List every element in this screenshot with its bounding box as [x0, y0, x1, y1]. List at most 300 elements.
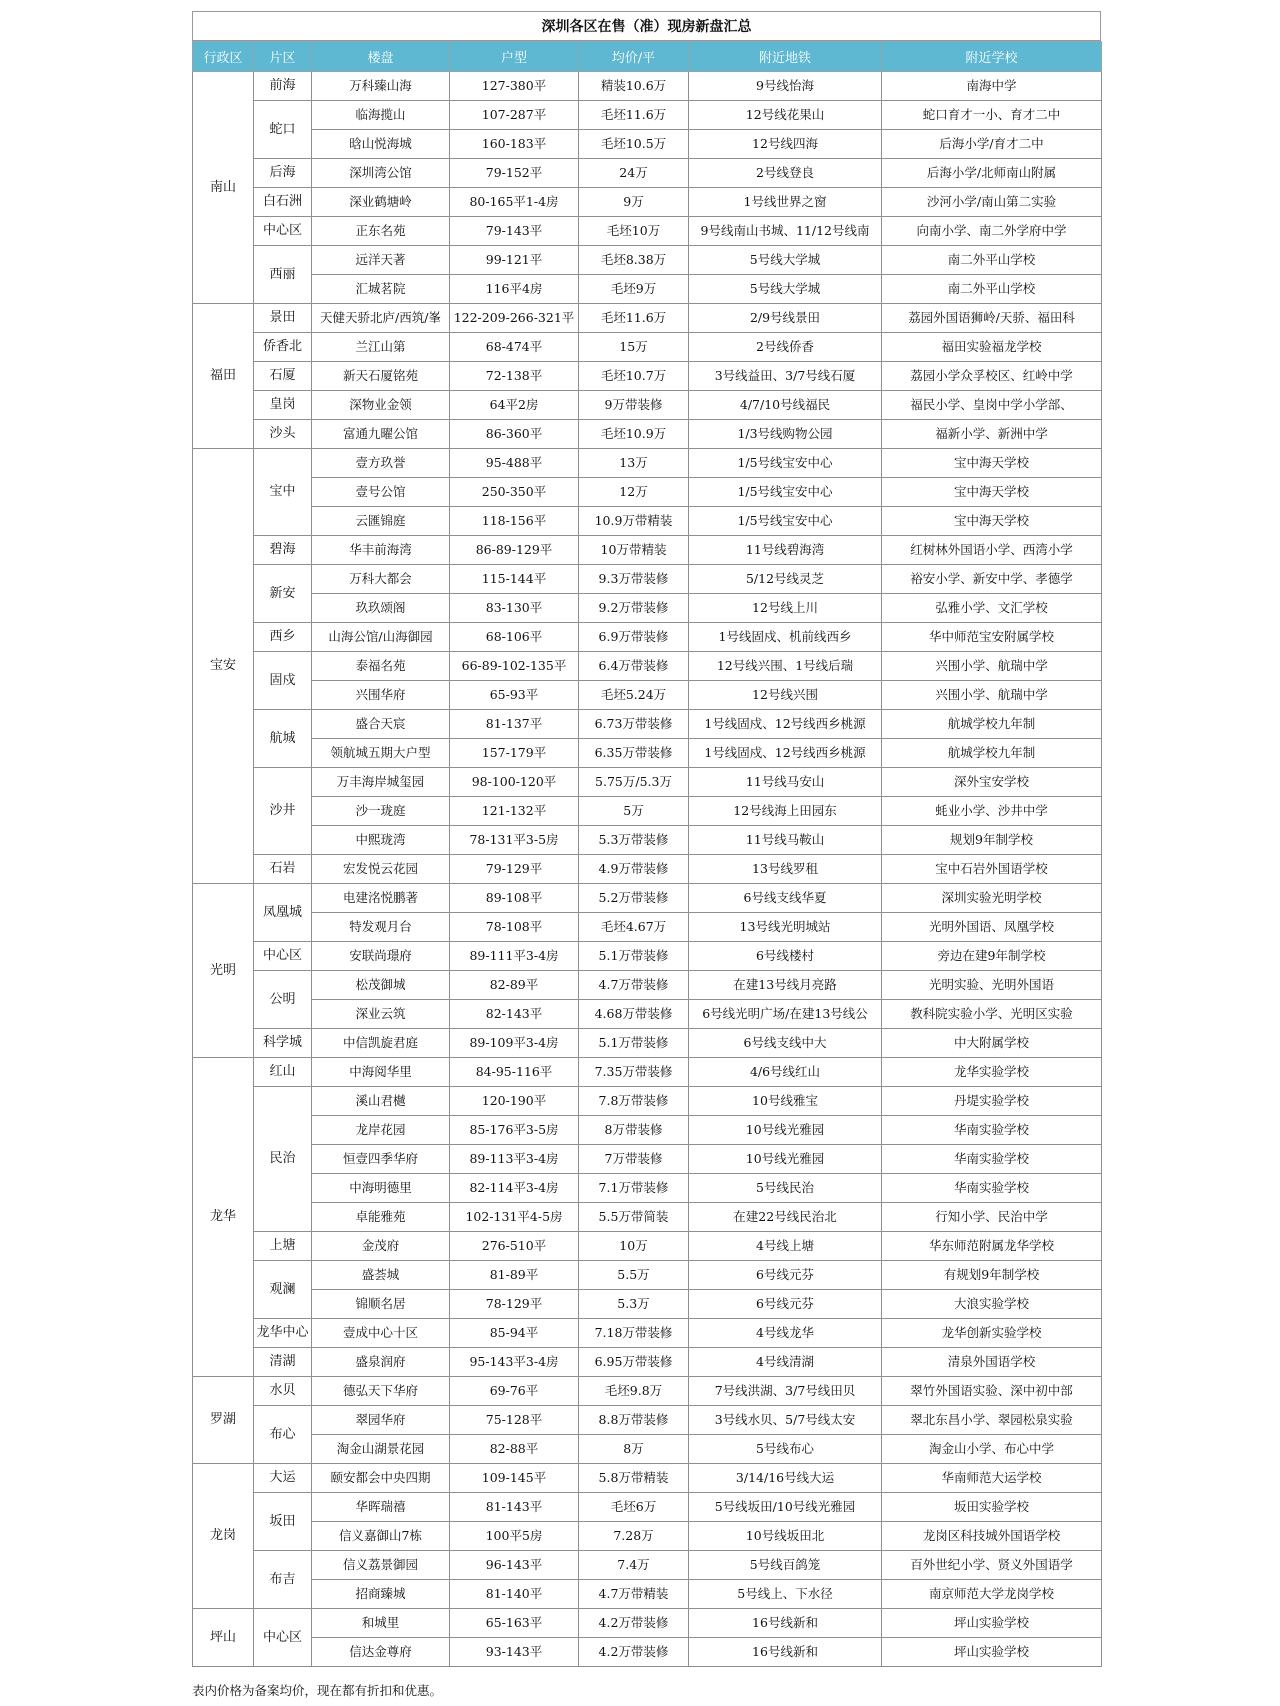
school-cell: 坪山实验学校	[882, 1638, 1102, 1667]
school-cell: 龙华创新实验学校	[882, 1319, 1102, 1348]
metro-cell: 1号线世界之窗	[689, 188, 882, 217]
header-school: 附近学校	[882, 42, 1102, 72]
table-row	[193, 652, 1102, 681]
table-row	[193, 797, 1102, 826]
price-cell: 8万带装修	[579, 1116, 689, 1145]
price-cell: 5.1万带装修	[579, 942, 689, 971]
table-row	[193, 1580, 1102, 1609]
layout-cell: 157-179平	[450, 739, 579, 768]
table-row	[193, 1348, 1102, 1377]
layout-cell: 82-89平	[450, 971, 579, 1000]
district-cell: 宝安	[193, 449, 254, 884]
price-cell: 5.3万	[579, 1290, 689, 1319]
price-cell: 5.2万带装修	[579, 884, 689, 913]
price-cell: 毛坯8.38万	[579, 246, 689, 275]
area-cell: 碧海	[254, 536, 312, 565]
school-cell: 南海中学	[882, 72, 1102, 101]
price-cell: 6.35万带装修	[579, 739, 689, 768]
price-cell: 4.2万带装修	[579, 1638, 689, 1667]
layout-cell: 75-128平	[450, 1406, 579, 1435]
school-cell: 南京师范大学龙岗学校	[882, 1580, 1102, 1609]
table-row	[193, 623, 1102, 652]
school-cell: 百外世纪小学、贤义外国语学	[882, 1551, 1102, 1580]
project-cell: 深业云筑	[312, 1000, 450, 1029]
project-cell: 德弘天下华府	[312, 1377, 450, 1406]
school-cell: 大浪实验学校	[882, 1290, 1102, 1319]
metro-cell: 1号线固戍、12号线西乡桃源	[689, 710, 882, 739]
area-cell: 民治	[254, 1087, 312, 1232]
school-cell: 兴围小学、航瑞中学	[882, 681, 1102, 710]
project-cell: 中海明德里	[312, 1174, 450, 1203]
table-row	[193, 913, 1102, 942]
layout-cell: 89-113平3-4房	[450, 1145, 579, 1174]
price-cell: 9万带装修	[579, 391, 689, 420]
project-cell: 泰福名苑	[312, 652, 450, 681]
project-cell: 溪山君樾	[312, 1087, 450, 1116]
project-cell: 华丰前海湾	[312, 536, 450, 565]
layout-cell: 93-143平	[450, 1638, 579, 1667]
school-cell: 宝中石岩外国语学校	[882, 855, 1102, 884]
header-project: 楼盘	[312, 42, 450, 72]
metro-cell: 3号线益田、3/7号线石厦	[689, 362, 882, 391]
metro-cell: 5/12号线灵芝	[689, 565, 882, 594]
school-cell: 后海小学/北师南山附属	[882, 159, 1102, 188]
price-cell: 5.8万带精装	[579, 1464, 689, 1493]
table-row	[193, 478, 1102, 507]
area-cell: 布吉	[254, 1551, 312, 1609]
layout-cell: 79-129平	[450, 855, 579, 884]
metro-cell: 1/5号线宝安中心	[689, 507, 882, 536]
metro-cell: 16号线新和	[689, 1609, 882, 1638]
table-row	[193, 362, 1102, 391]
school-cell: 福民小学、皇岗中学小学部、	[882, 391, 1102, 420]
price-cell: 8.8万带装修	[579, 1406, 689, 1435]
school-cell: 淘金山小学、布心中学	[882, 1435, 1102, 1464]
layout-cell: 102-131平4-5房	[450, 1203, 579, 1232]
price-cell: 7.1万带装修	[579, 1174, 689, 1203]
project-cell: 山海公馆/山海御园	[312, 623, 450, 652]
table-row	[193, 507, 1102, 536]
metro-cell: 5号线上、下水径	[689, 1580, 882, 1609]
table-row	[193, 1435, 1102, 1464]
table-row	[193, 739, 1102, 768]
price-cell: 6.95万带装修	[579, 1348, 689, 1377]
school-cell: 光明外国语、凤凰学校	[882, 913, 1102, 942]
layout-cell: 99-121平	[450, 246, 579, 275]
area-cell: 水贝	[254, 1377, 312, 1406]
table-row	[193, 1406, 1102, 1435]
layout-cell: 68-106平	[450, 623, 579, 652]
table-row	[193, 884, 1102, 913]
project-cell: 盛泉润府	[312, 1348, 450, 1377]
school-cell: 弘雅小学、文汇学校	[882, 594, 1102, 623]
layout-cell: 82-88平	[450, 1435, 579, 1464]
metro-cell: 16号线新和	[689, 1638, 882, 1667]
price-cell: 毛坯10.7万	[579, 362, 689, 391]
metro-cell: 12号线花果山	[689, 101, 882, 130]
layout-cell: 96-143平	[450, 1551, 579, 1580]
school-cell: 华东师范附属龙华学校	[882, 1232, 1102, 1261]
metro-cell: 11号线碧海湾	[689, 536, 882, 565]
table-row	[193, 855, 1102, 884]
layout-cell: 79-152平	[450, 159, 579, 188]
school-cell: 有规划9年制学校	[882, 1261, 1102, 1290]
metro-cell: 6号线楼村	[689, 942, 882, 971]
table-row	[193, 1058, 1102, 1087]
school-cell: 兴围小学、航瑞中学	[882, 652, 1102, 681]
layout-cell: 127-380平	[450, 72, 579, 101]
metro-cell: 12号线海上田园东	[689, 797, 882, 826]
project-cell: 万科臻山海	[312, 72, 450, 101]
price-cell: 6.4万带装修	[579, 652, 689, 681]
price-cell: 毛坯9.8万	[579, 1377, 689, 1406]
layout-cell: 72-138平	[450, 362, 579, 391]
school-cell: 宝中海天学校	[882, 449, 1102, 478]
school-cell: 航城学校九年制	[882, 710, 1102, 739]
metro-cell: 在建13号线月亮路	[689, 971, 882, 1000]
layout-cell: 98-100-120平	[450, 768, 579, 797]
table-row	[193, 1638, 1102, 1667]
layout-cell: 78-108平	[450, 913, 579, 942]
table-row	[193, 536, 1102, 565]
metro-cell: 1/5号线宝安中心	[689, 449, 882, 478]
layout-cell: 82-114平3-4房	[450, 1174, 579, 1203]
metro-cell: 1号线固戍、机前线西乡	[689, 623, 882, 652]
layout-cell: 65-93平	[450, 681, 579, 710]
school-cell: 蚝业小学、沙井中学	[882, 797, 1102, 826]
school-cell: 龙岗区科技城外国语学校	[882, 1522, 1102, 1551]
price-cell: 15万	[579, 333, 689, 362]
school-cell: 华南实验学校	[882, 1174, 1102, 1203]
metro-cell: 6号线元芬	[689, 1290, 882, 1319]
metro-cell: 9号线南山书城、11/12号线南	[689, 217, 882, 246]
area-cell: 中心区	[254, 942, 312, 971]
layout-cell: 78-131平3-5房	[450, 826, 579, 855]
header-price: 均价/平	[579, 42, 689, 72]
price-cell: 毛坯9万	[579, 275, 689, 304]
metro-cell: 11号线马鞍山	[689, 826, 882, 855]
metro-cell: 5号线民治	[689, 1174, 882, 1203]
district-cell: 坪山	[193, 1609, 254, 1667]
layout-cell: 160-183平	[450, 130, 579, 159]
area-cell: 沙头	[254, 420, 312, 449]
school-cell: 翠北东昌小学、翠园松泉实验	[882, 1406, 1102, 1435]
table-row	[193, 275, 1102, 304]
area-cell: 西丽	[254, 246, 312, 304]
price-cell: 7万带装修	[579, 1145, 689, 1174]
metro-cell: 5号线坂田/10号线光雅园	[689, 1493, 882, 1522]
table-row	[193, 681, 1102, 710]
metro-cell: 5号线百鸽笼	[689, 1551, 882, 1580]
table-row	[193, 159, 1102, 188]
project-cell: 龙岸花园	[312, 1116, 450, 1145]
metro-cell: 5号线布心	[689, 1435, 882, 1464]
table-row	[193, 1609, 1102, 1638]
table-row	[193, 391, 1102, 420]
metro-cell: 3/14/16号线大运	[689, 1464, 882, 1493]
price-cell: 7.18万带装修	[579, 1319, 689, 1348]
project-cell: 临海揽山	[312, 101, 450, 130]
price-cell: 4.68万带装修	[579, 1000, 689, 1029]
project-cell: 信达金尊府	[312, 1638, 450, 1667]
school-cell: 福新小学、新洲中学	[882, 420, 1102, 449]
area-cell: 景田	[254, 304, 312, 333]
metro-cell: 2/9号线景田	[689, 304, 882, 333]
table-row	[193, 1145, 1102, 1174]
price-cell: 5.3万带装修	[579, 826, 689, 855]
metro-cell: 10号线光雅园	[689, 1116, 882, 1145]
layout-cell: 83-130平	[450, 594, 579, 623]
table-row	[193, 101, 1102, 130]
table-row	[193, 942, 1102, 971]
layout-cell: 115-144平	[450, 565, 579, 594]
layout-cell: 84-95-116平	[450, 1058, 579, 1087]
table-row	[193, 971, 1102, 1000]
price-cell: 4.2万带装修	[579, 1609, 689, 1638]
layout-cell: 69-76平	[450, 1377, 579, 1406]
price-cell: 6.73万带装修	[579, 710, 689, 739]
area-cell: 皇岗	[254, 391, 312, 420]
district-cell: 南山	[193, 72, 254, 304]
price-cell: 10万	[579, 1232, 689, 1261]
table-row	[193, 1232, 1102, 1261]
school-cell: 宝中海天学校	[882, 507, 1102, 536]
area-cell: 新安	[254, 565, 312, 623]
project-cell: 华晖瑞禧	[312, 1493, 450, 1522]
school-cell: 光明实验、光明外国语	[882, 971, 1102, 1000]
metro-cell: 9号线怡海	[689, 72, 882, 101]
school-cell: 裕安小学、新安中学、孝德学	[882, 565, 1102, 594]
project-cell: 中海阅华里	[312, 1058, 450, 1087]
project-cell: 信义荔景御园	[312, 1551, 450, 1580]
layout-cell: 276-510平	[450, 1232, 579, 1261]
table-row	[193, 1000, 1102, 1029]
layout-cell: 65-163平	[450, 1609, 579, 1638]
layout-cell: 86-360平	[450, 420, 579, 449]
project-cell: 锦顺名居	[312, 1290, 450, 1319]
price-cell: 5.5万带简装	[579, 1203, 689, 1232]
project-cell: 万科大都会	[312, 565, 450, 594]
price-cell: 10万带精装	[579, 536, 689, 565]
header-layout: 户型	[450, 42, 579, 72]
area-cell: 红山	[254, 1058, 312, 1087]
price-cell: 5.75万/5.3万	[579, 768, 689, 797]
school-cell: 中大附属学校	[882, 1029, 1102, 1058]
table-row	[193, 246, 1102, 275]
area-cell: 蛇口	[254, 101, 312, 159]
project-cell: 金茂府	[312, 1232, 450, 1261]
project-cell: 盛荟城	[312, 1261, 450, 1290]
layout-cell: 100平5房	[450, 1522, 579, 1551]
price-cell: 7.8万带装修	[579, 1087, 689, 1116]
metro-cell: 1/3号线购物公园	[689, 420, 882, 449]
table-row	[193, 594, 1102, 623]
layout-cell: 85-176平3-5房	[450, 1116, 579, 1145]
table-body	[193, 72, 1102, 1667]
school-cell: 翠竹外国语实验、深中初中部	[882, 1377, 1102, 1406]
area-cell: 科学城	[254, 1029, 312, 1058]
project-cell: 盛合天宸	[312, 710, 450, 739]
price-cell: 7.4万	[579, 1551, 689, 1580]
metro-cell: 4/6号线红山	[689, 1058, 882, 1087]
price-cell: 5.1万带装修	[579, 1029, 689, 1058]
school-cell: 沙河小学/南山第二实验	[882, 188, 1102, 217]
price-note: 表内价格为备案均价，现在都有折扣和优惠。	[192, 1683, 443, 1698]
price-cell: 4.9万带装修	[579, 855, 689, 884]
school-cell: 南二外平山学校	[882, 246, 1102, 275]
table-row	[193, 188, 1102, 217]
price-cell: 13万	[579, 449, 689, 478]
metro-cell: 6号线支线华夏	[689, 884, 882, 913]
school-cell: 丹堤实验学校	[882, 1087, 1102, 1116]
project-cell: 正东名苑	[312, 217, 450, 246]
school-cell: 坂田实验学校	[882, 1493, 1102, 1522]
project-cell: 汇城茗院	[312, 275, 450, 304]
table-row	[193, 710, 1102, 739]
area-cell: 固戍	[254, 652, 312, 710]
table-row	[193, 1116, 1102, 1145]
price-cell: 7.35万带装修	[579, 1058, 689, 1087]
table-row	[193, 130, 1102, 159]
project-cell: 深物业金领	[312, 391, 450, 420]
area-cell: 公明	[254, 971, 312, 1029]
project-cell: 恒壹四季华府	[312, 1145, 450, 1174]
area-cell: 沙井	[254, 768, 312, 855]
table-row	[193, 217, 1102, 246]
project-cell: 宏发悦云花园	[312, 855, 450, 884]
project-cell: 安联尚璟府	[312, 942, 450, 971]
metro-cell: 12号线上川	[689, 594, 882, 623]
project-cell: 新天石厦铭苑	[312, 362, 450, 391]
price-cell: 毛坯5.24万	[579, 681, 689, 710]
project-cell: 天健天骄北庐/西筑/峯	[312, 304, 450, 333]
school-cell: 向南小学、南二外学府中学	[882, 217, 1102, 246]
school-cell: 福田实验福龙学校	[882, 333, 1102, 362]
school-cell: 清泉外国语学校	[882, 1348, 1102, 1377]
price-cell: 毛坯11.6万	[579, 101, 689, 130]
price-cell: 9.3万带装修	[579, 565, 689, 594]
layout-cell: 89-108平	[450, 884, 579, 913]
project-cell: 翠园华府	[312, 1406, 450, 1435]
table-row	[193, 1493, 1102, 1522]
layout-cell: 79-143平	[450, 217, 579, 246]
price-cell: 6.9万带装修	[579, 623, 689, 652]
area-cell: 清湖	[254, 1348, 312, 1377]
school-cell: 深圳实验光明学校	[882, 884, 1102, 913]
table-row	[193, 1290, 1102, 1319]
metro-cell: 10号线坂田北	[689, 1522, 882, 1551]
project-cell: 深业鹤塘岭	[312, 188, 450, 217]
metro-cell: 6号线元芬	[689, 1261, 882, 1290]
table-row	[193, 333, 1102, 362]
price-cell: 9万	[579, 188, 689, 217]
layout-cell: 89-111平3-4房	[450, 942, 579, 971]
area-cell: 凤凰城	[254, 884, 312, 942]
metro-cell: 2号线登良	[689, 159, 882, 188]
area-cell: 中心区	[254, 1609, 312, 1667]
table-row	[193, 304, 1102, 333]
table-row	[193, 1029, 1102, 1058]
header-area: 片区	[254, 42, 312, 72]
school-cell: 行知小学、民治中学	[882, 1203, 1102, 1232]
metro-cell: 4号线上塘	[689, 1232, 882, 1261]
layout-cell: 64平2房	[450, 391, 579, 420]
layout-cell: 81-137平	[450, 710, 579, 739]
price-cell: 毛坯10.5万	[579, 130, 689, 159]
school-cell: 华中师范宝安附属学校	[882, 623, 1102, 652]
area-cell: 白石洲	[254, 188, 312, 217]
project-cell: 和城里	[312, 1609, 450, 1638]
table-row	[193, 420, 1102, 449]
layout-cell: 85-94平	[450, 1319, 579, 1348]
project-cell: 招商臻城	[312, 1580, 450, 1609]
layout-cell: 81-89平	[450, 1261, 579, 1290]
layout-cell: 80-165平1-4房	[450, 188, 579, 217]
table-row	[193, 72, 1102, 101]
metro-cell: 12号线兴围、1号线后瑞	[689, 652, 882, 681]
layout-cell: 250-350平	[450, 478, 579, 507]
area-cell: 西乡	[254, 623, 312, 652]
project-cell: 领航城五期大户型	[312, 739, 450, 768]
school-cell: 深外宝安学校	[882, 768, 1102, 797]
project-cell: 晗山悦海城	[312, 130, 450, 159]
project-cell: 卓能雅苑	[312, 1203, 450, 1232]
district-cell: 罗湖	[193, 1377, 254, 1464]
project-cell: 壹方玖誉	[312, 449, 450, 478]
layout-cell: 118-156平	[450, 507, 579, 536]
school-cell: 宝中海天学校	[882, 478, 1102, 507]
listing-table	[192, 41, 1102, 1667]
project-cell: 壹成中心十区	[312, 1319, 450, 1348]
metro-cell: 5号线大学城	[689, 275, 882, 304]
project-cell: 富通九曜公馆	[312, 420, 450, 449]
school-cell: 后海小学/育才二中	[882, 130, 1102, 159]
layout-cell: 86-89-129平	[450, 536, 579, 565]
layout-cell: 81-143平	[450, 1493, 579, 1522]
district-cell: 龙岗	[193, 1464, 254, 1609]
price-cell: 5万	[579, 797, 689, 826]
project-cell: 沙一珑庭	[312, 797, 450, 826]
area-cell: 航城	[254, 710, 312, 768]
sheet-title: 深圳各区在售（准）现房新盘汇总	[192, 11, 1101, 41]
school-cell: 蛇口育才一小、育才二中	[882, 101, 1102, 130]
table-row	[193, 565, 1102, 594]
metro-cell: 3号线水贝、5/7号线太安	[689, 1406, 882, 1435]
area-cell: 龙华中心	[254, 1319, 312, 1348]
price-cell: 毛坯10.9万	[579, 420, 689, 449]
layout-cell: 82-143平	[450, 1000, 579, 1029]
area-cell: 坂田	[254, 1493, 312, 1551]
project-cell: 远洋天著	[312, 246, 450, 275]
price-cell: 12万	[579, 478, 689, 507]
area-cell: 后海	[254, 159, 312, 188]
table-row	[193, 1203, 1102, 1232]
metro-cell: 10号线雅宝	[689, 1087, 882, 1116]
layout-cell: 120-190平	[450, 1087, 579, 1116]
price-cell: 7.28万	[579, 1522, 689, 1551]
table-row	[193, 768, 1102, 797]
metro-cell: 在建22号线民治北	[689, 1203, 882, 1232]
layout-cell: 78-129平	[450, 1290, 579, 1319]
table-row	[193, 1377, 1102, 1406]
table-row	[193, 1464, 1102, 1493]
project-cell: 兰江山第	[312, 333, 450, 362]
metro-cell: 10号线光雅园	[689, 1145, 882, 1174]
area-cell: 宝中	[254, 449, 312, 536]
school-cell: 南二外平山学校	[882, 275, 1102, 304]
table-row	[193, 1522, 1102, 1551]
area-cell: 大运	[254, 1464, 312, 1493]
